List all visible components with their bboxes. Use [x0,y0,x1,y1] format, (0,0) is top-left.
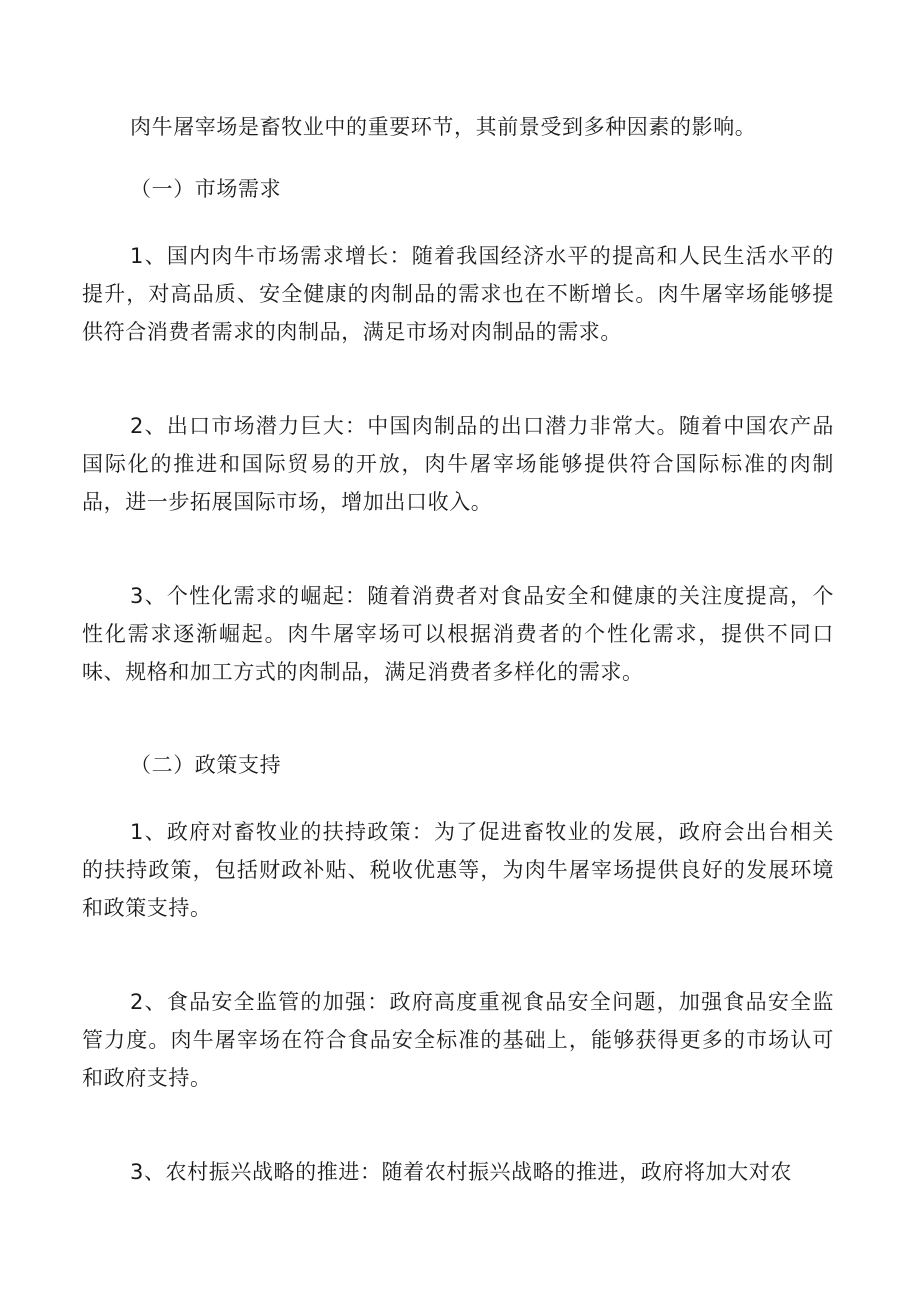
market-demand-item-1: 1、国内肉牛市场需求增长：随着我国经济水平的提高和人民生活水平的提升，对高品质、安全健康的肉制品的需求也在不断增长。肉牛屠宰场能够提供符合消费者需求的肉制品，满足市场对肉制品的需求。 [82,244,834,344]
policy-support-item-2: 2、食品安全监管的加强：政府高度重视食品安全问题，加强食品安全监管力度。肉牛屠宰场在符合食品安全标准的基础上，能够获得更多的市场认可和政府支持。 [82,990,834,1090]
section-heading-policy-support: （二）政策支持 [130,753,282,777]
section-heading-market-demand: （一）市场需求 [130,177,282,201]
policy-support-item-3: 3、农村振兴战略的推进：随着农村振兴战略的推进，政府将加大对农 [130,1160,792,1184]
intro-paragraph: 肉牛屠宰场是畜牧业中的重要环节，其前景受到多种因素的影响。 [130,115,757,139]
policy-support-item-1: 1、政府对畜牧业的扶持政策：为了促进畜牧业的发展，政府会出台相关的扶持政策，包括财政补贴、税收优惠等，为肉牛屠宰场提供良好的发展环境和政策支持。 [82,820,834,920]
market-demand-item-3: 3、个性化需求的崛起：随着消费者对食品安全和健康的关注度提高，个性化需求逐渐崛起。肉牛屠宰场可以根据消费者的个性化需求，提供不同口味、规格和加工方式的肉制品，满足消费者多样化的需求。 [82,584,834,684]
market-demand-item-2: 2、出口市场潜力巨大：中国肉制品的出口潜力非常大。随着中国农产品国际化的推进和国际贸易的开放，肉牛屠宰场能够提供符合国际标准的肉制品，进一步拓展国际市场，增加出口收入。 [82,414,834,514]
